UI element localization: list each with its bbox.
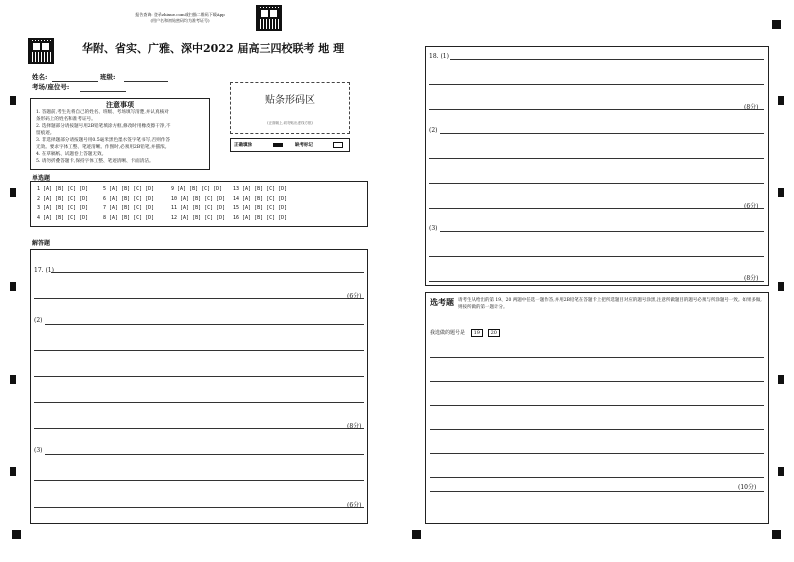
notes-line: 1. 答题前,考生先将自己的姓名、班级、考场填写清楚,并认真核对 bbox=[36, 110, 169, 115]
q17-part3-score: (6分) bbox=[347, 502, 362, 509]
answer-line[interactable] bbox=[34, 428, 364, 429]
notes-list bbox=[36, 109, 204, 165]
elective-title: 选考题 bbox=[430, 298, 454, 307]
q18-panel bbox=[425, 46, 769, 286]
timing-mark bbox=[10, 375, 16, 384]
notes-line: 无效。要求字体工整、笔迹清晰。作图时,必须用2B铅笔,并描浓。 bbox=[36, 145, 170, 150]
corner-mark bbox=[772, 530, 781, 539]
timing-mark bbox=[10, 467, 16, 476]
correct-fill-sample bbox=[273, 143, 283, 147]
timing-mark bbox=[10, 282, 16, 291]
class-field[interactable] bbox=[100, 72, 115, 81]
answer-line[interactable] bbox=[430, 357, 764, 358]
report-notice bbox=[110, 12, 250, 24]
answer-section-title: 解答题 bbox=[32, 240, 51, 247]
answer-line[interactable] bbox=[429, 183, 764, 184]
student-qr-code bbox=[28, 38, 54, 64]
mc-question[interactable]: 5 [A] [B] [C] [D] bbox=[103, 186, 155, 192]
answer-line[interactable] bbox=[429, 208, 764, 209]
answer-line[interactable] bbox=[430, 381, 764, 382]
answer-line[interactable] bbox=[429, 109, 764, 110]
answer-line[interactable] bbox=[429, 281, 764, 282]
q17-part1-label: 17. (1) bbox=[34, 267, 54, 274]
seat-underline[interactable] bbox=[80, 91, 126, 92]
barcode-hint: (正面朝上,切勿贴出虚线方框) bbox=[267, 121, 313, 125]
answer-line[interactable] bbox=[450, 59, 764, 60]
q17-part3-label: (3) bbox=[34, 447, 43, 454]
timing-mark bbox=[778, 282, 784, 291]
elective-score: (10分) bbox=[738, 484, 757, 491]
mc-question[interactable]: 3 [A] [B] [C] [D] bbox=[37, 205, 89, 211]
q18-part3-score: (8分) bbox=[744, 275, 759, 282]
page-title: 华附、省实、广雅、深中2022 届高三四校联考 地 理 bbox=[82, 42, 345, 55]
class-label: 班级: bbox=[100, 73, 116, 81]
missing-checkbox[interactable] bbox=[333, 142, 343, 148]
corner-mark bbox=[412, 530, 421, 539]
mc-question[interactable]: 11 [A] [B] [C] [D] bbox=[171, 205, 226, 211]
corner-mark bbox=[772, 20, 781, 29]
answer-line[interactable] bbox=[430, 429, 764, 430]
answer-line[interactable] bbox=[34, 480, 364, 481]
timing-mark bbox=[778, 188, 784, 197]
notice-line-2: (用户名和初始密码均为准考证号) bbox=[150, 18, 210, 23]
q18-part1-score: (8分) bbox=[744, 104, 759, 111]
elective-choice bbox=[430, 329, 500, 337]
elective-option-20[interactable]: 20 bbox=[488, 329, 500, 337]
answer-line[interactable] bbox=[429, 158, 764, 159]
class-underline[interactable] bbox=[124, 81, 168, 82]
mc-box bbox=[30, 181, 368, 227]
name-field[interactable] bbox=[32, 72, 47, 81]
mc-question[interactable]: 12 [A] [B] [C] [D] bbox=[171, 214, 226, 221]
mc-question[interactable]: 8 [A] [B] [C] [D] bbox=[103, 214, 155, 221]
answer-line[interactable] bbox=[34, 350, 364, 351]
notes-line: 5. 请勿折叠答题卡,保持字体工整、笔迹清晰、卡面清洁。 bbox=[36, 159, 154, 164]
barcode-area bbox=[230, 82, 350, 134]
answer-line[interactable] bbox=[34, 402, 364, 403]
mc-question[interactable]: 2 [A] [B] [C] [D] bbox=[37, 195, 89, 202]
q17-panel bbox=[30, 249, 368, 524]
mc-question[interactable]: 9 [A] [B] [C] [D] bbox=[171, 186, 223, 192]
app-qr-code[interactable] bbox=[256, 5, 282, 31]
q18-part2-label: (2) bbox=[429, 127, 438, 134]
fill-legend bbox=[230, 138, 350, 152]
mc-section-title: 单选题 bbox=[32, 175, 51, 182]
notes-line: 2. 选择题部分请按题号用2B铅笔填涂方框,修改时用橡皮擦干净,不 bbox=[36, 124, 171, 129]
notes-box bbox=[30, 98, 210, 170]
q18-part3-label: (3) bbox=[429, 225, 438, 232]
answer-line[interactable] bbox=[34, 298, 364, 299]
notes-line: 4. 在草稿纸、试题卷上答题无效。 bbox=[36, 152, 107, 157]
timing-mark bbox=[10, 96, 16, 105]
corner-mark bbox=[12, 530, 21, 539]
elective-choice-label: 我选做的题号是 bbox=[430, 330, 466, 336]
mc-question[interactable]: 7 [A] [B] [C] [D] bbox=[103, 205, 155, 211]
seat-label: 考场/座位号: bbox=[32, 83, 70, 91]
answer-line[interactable] bbox=[51, 272, 364, 273]
mc-question[interactable]: 1 [A] [B] [C] [D] bbox=[37, 186, 89, 192]
q17-part1-score: (6分) bbox=[347, 293, 362, 300]
answer-line[interactable] bbox=[430, 453, 764, 454]
elective-panel bbox=[425, 292, 769, 524]
mc-question[interactable]: 14 [A] [B] [C] [D] bbox=[233, 195, 288, 202]
notes-line: 条形码上的姓名和准考证号。 bbox=[36, 117, 96, 122]
q17-part2-label: (2) bbox=[34, 317, 43, 324]
answer-line[interactable] bbox=[34, 507, 364, 508]
correct-fill-label: 正确填涂 bbox=[234, 143, 252, 148]
q18-part1-label: 18. (1) bbox=[429, 53, 449, 60]
answer-line[interactable] bbox=[34, 376, 364, 377]
q18-part2-score: (6分) bbox=[744, 203, 759, 210]
name-label: 姓名: bbox=[32, 73, 48, 81]
answer-line[interactable] bbox=[430, 477, 764, 478]
seat-field[interactable] bbox=[32, 82, 69, 91]
mc-question[interactable]: 15 [A] [B] [C] [D] bbox=[233, 205, 288, 211]
mc-question[interactable]: 13 [A] [B] [C] [D] bbox=[233, 186, 288, 192]
mc-question[interactable]: 4 [A] [B] [C] [D] bbox=[37, 214, 89, 221]
notes-line: 3. 非选择题部分请按题号用0.5毫米黑色墨水签字笔书写,否则作答 bbox=[36, 138, 171, 143]
notice-line-1: 报告查询: 登录zhixue.com或扫描二维码下载App bbox=[135, 12, 225, 17]
timing-mark bbox=[778, 96, 784, 105]
notes-line: 留痕迹。 bbox=[36, 131, 55, 136]
mc-question[interactable]: 6 [A] [B] [C] [D] bbox=[103, 195, 155, 202]
answer-line[interactable] bbox=[440, 133, 764, 134]
timing-mark bbox=[10, 188, 16, 197]
barcode-title: 贴条形码区 bbox=[265, 95, 315, 106]
notes-title: 注意事项 bbox=[106, 100, 134, 109]
elective-option-19[interactable]: 19 bbox=[471, 329, 483, 337]
answer-line[interactable] bbox=[429, 256, 764, 257]
elective-instruction: 请考生从给出的第 19、20 两题中任选一题作答,并用2B铅笔在答题卡上把所选题目对应的题号涂黑,注意所做题目的题号必须与所涂题号一致。如果多做,则按所做的第一题计分。 bbox=[458, 298, 762, 310]
answer-line[interactable] bbox=[440, 231, 764, 232]
answer-line[interactable] bbox=[430, 405, 764, 406]
missing-label: 缺考标记 bbox=[295, 143, 313, 148]
timing-mark bbox=[778, 375, 784, 384]
mc-question[interactable]: 10 [A] [B] [C] [D] bbox=[171, 195, 226, 202]
answer-line[interactable] bbox=[429, 84, 764, 85]
answer-line[interactable] bbox=[45, 324, 364, 325]
answer-line[interactable] bbox=[45, 454, 364, 455]
answer-line[interactable] bbox=[430, 491, 764, 492]
timing-mark bbox=[778, 467, 784, 476]
q17-part2-score: (8分) bbox=[347, 423, 362, 430]
mc-question[interactable]: 16 [A] [B] [C] [D] bbox=[233, 214, 288, 221]
